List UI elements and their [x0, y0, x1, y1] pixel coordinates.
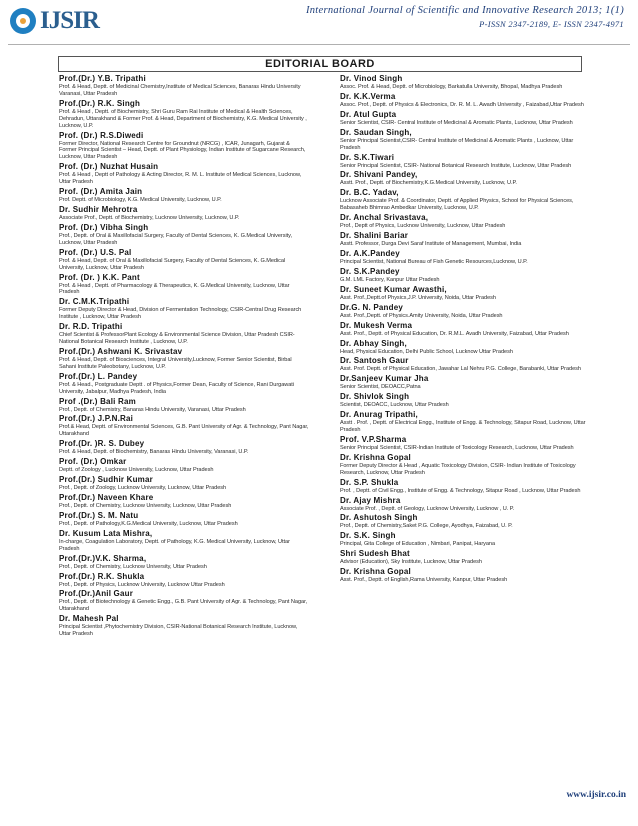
logo-emblem-icon	[10, 8, 36, 34]
member-name: Prof.(Dr.) Sudhir Kumar	[59, 475, 153, 485]
member-affiliation: Former Deputy Director & Head, Division of Fermentation Technology, CSIR-Central Drug Research Institute , Lucknow, Uttar Pradesh	[59, 307, 302, 321]
board-member-entry	[340, 513, 588, 530]
member-name: Dr. Shalini Bariar	[340, 231, 409, 241]
member-affiliation: Asst. Prof.,Deptt.of Physics,J.P. University, Noida, Uttar Pradesh	[340, 294, 496, 301]
member-name: Prof.(Dr.) Ashwani K. Srivastav	[59, 346, 183, 356]
member-affiliation: Prof. & Head , Deptt. of Biochemistry, Shri Guru Ram Rai Institute of Medical & Health Sciences, Dehradun, Uttarakhand & Former Prof. & Head, Department of Biochemistry, K.G. Medical University , Lucknow, U.P.	[59, 108, 307, 129]
member-affiliation: Prof., Deptt. of Zoology, Lucknow University, Lucknow, Uttar Pradesh	[59, 485, 227, 492]
board-member-entry	[340, 410, 588, 434]
board-member-entry	[59, 414, 309, 438]
board-member-entry	[340, 549, 588, 566]
member-name: Prof. (Dr.) R.S.Diwedi	[59, 130, 144, 140]
member-name: Dr. Ashutosh Singh	[340, 513, 418, 523]
member-name: Dr. Shivlok Singh	[340, 392, 410, 402]
board-member-entry	[340, 188, 588, 212]
editorial-board-title: EDITORIAL BOARD	[58, 56, 582, 72]
board-member-entry	[340, 74, 588, 91]
member-name: Dr. S.P. Shukla	[340, 477, 399, 487]
board-member-entry	[59, 554, 309, 571]
member-affiliation: Scientist, DEOACC, Lucknow, Uttar Pradesh	[340, 402, 449, 409]
board-member-entry	[340, 128, 588, 152]
member-name: Dr. Shivani Pandey,	[340, 170, 418, 180]
board-member-entry	[59, 74, 309, 98]
header-divider	[8, 44, 630, 45]
board-member-entry	[59, 347, 309, 371]
board-member-entry	[340, 285, 588, 302]
member-affiliation: Prof. & Head., Postgraduate Deptt . of Physics,Former Dean, Faculty of Science, Rani Durgawati University, Jabalpur, Madhya Pradesh, India	[59, 381, 295, 395]
board-member-entry	[59, 439, 309, 456]
board-member-entry	[59, 397, 309, 414]
board-member-entry	[340, 231, 588, 248]
member-affiliation: Advisor (Education), Sky Institute, Lucknow, Uttar Pradesh	[340, 559, 482, 566]
member-affiliation: Senior Principal Scientist, CSIR- National Botanical Research Institute, Lucknow, Uttar Pradesh	[340, 162, 572, 169]
member-name: Dr. S.K.Tiwari	[340, 152, 395, 162]
member-affiliation: Deptt. of Zoology , Lucknow University, Lucknow, Uttar Pradesh	[59, 467, 214, 474]
member-affiliation: Asst. Prof., Deptt. of English,Rama University, Kanpur, Uttar Pradesh	[340, 577, 508, 584]
member-affiliation: Prof. , Deptt. of Civil Engg., Institute of Engg. & Technology, Sitapur Road , Lucknow, Uttar Pradesh	[340, 487, 581, 494]
board-member-entry	[59, 457, 309, 474]
board-member-entry	[59, 493, 309, 510]
member-affiliation: Chief Scientist & ProfessorPlant Ecology & Environmental Science Division, Uttar Pradesh CSIR-National Botanical Research Institute , Lucknow, U.P.	[59, 332, 295, 346]
member-affiliation: G.M. LML Factory, Kanpur Uttar Pradesh	[340, 276, 440, 283]
member-affiliation: Prof. & Head, Deptt. of Medicinal Chemistry,Institute of Medical Sciences, Banaras Hindu University Varanasi, Uttar Pradesh	[59, 84, 301, 97]
member-affiliation: Principal, Gita College of Education , Nimbari, Panipat, Haryana	[340, 541, 496, 548]
member-name: Prof.(Dr.)Anil Gaur	[59, 589, 134, 599]
member-name: Prof.(Dr.) Naveen Khare	[59, 493, 154, 502]
board-member-entry	[59, 131, 309, 162]
member-name: Dr. Suneet Kumar Awasthi,	[340, 284, 447, 294]
board-member-entry	[340, 496, 588, 513]
member-name: Prof. (Dr.) Nuzhat Husain	[59, 162, 159, 172]
member-affiliation: Prof., Deptt. of Chemistry, Lucknow University, Lucknow, Uttar Pradesh	[59, 503, 232, 509]
member-name: Prof.(Dr.) R.K. Shukla	[59, 571, 145, 581]
member-name: Prof.(Dr.) Y.B. Tripathi	[59, 74, 146, 83]
member-affiliation: Principal Scientist ,Phytochemistry Division, CSIR-National Botanical Research Institute, Lucknow, Uttar Pradesh	[59, 624, 298, 638]
logo-text: IJSIR	[40, 7, 99, 34]
board-member-entry	[59, 529, 309, 553]
member-name: Prof.(Dr.)V.K. Sharma,	[59, 553, 147, 563]
board-member-entry	[59, 475, 309, 492]
member-affiliation: Prof., Deptt. of Pathology,K.G.Medical University, Lucknow, Uttar Pradesh	[59, 520, 238, 527]
right-member-column	[340, 74, 588, 585]
member-affiliation: In-charge, Coagulation Laboratory, Deptt. of Pathology, K.G. Medical University, Lucknow, Uttar Pradesh	[59, 538, 290, 552]
member-affiliation: Asst. Prof., Deptt. of Physical Education, Dr. R.M.L. Avadh University, Faizabad, Uttar Pradesh	[340, 330, 569, 337]
member-affiliation: Prof., Deptt. of Physics, Lucknow University, Lucknow Uttar Pradesh	[59, 581, 225, 588]
member-name: Dr. Anchal Srivastava,	[340, 213, 429, 223]
member-affiliation: Prof. & Head, Deptt. of Oral & Maxillofacial Surgery, Faculty of Dental Sciences, K. G.Medical University, Lucknow, Uttar Pradesh	[59, 257, 286, 271]
member-affiliation: Principal Scientist, National Bureau of Fish Genetic Resources,Lucknow, U.P.	[340, 258, 528, 265]
member-affiliation: Associate Prof. , Deptt. of Geology, Lucknow University, Lucknow , U. P.	[340, 505, 515, 512]
member-name: Prof. (Dr.) U.S. Pal	[59, 247, 132, 257]
member-name: Prof .(Dr.) Bali Ram	[59, 396, 136, 406]
board-member-entry	[340, 435, 588, 452]
member-name: Prof.(Dr.) S. M. Natu	[59, 510, 139, 520]
member-name: Dr. S.K.Pandey	[340, 266, 400, 276]
board-member-entry	[340, 453, 588, 477]
member-affiliation: Prof. Deptt. of Microbiology, K.G. Medical University, Lucknow, U.P.	[59, 197, 222, 204]
member-name: Dr. Vinod Singh	[340, 74, 403, 83]
member-name: Dr. B.C. Yadav,	[340, 188, 399, 198]
member-affiliation: Prof., Deptt. of Chemistry,Saket P.G. College, Ayodhya, Faizabad, U. P.	[340, 523, 513, 530]
member-affiliation: Asst. Prof.,Deptt. of Physics.Amity University, Noida, Uttar Pradesh	[340, 312, 503, 319]
board-member-entry	[340, 213, 588, 230]
member-affiliation: Assoc. Prof. & Head, Deptt. of Microbiology, Barkatulla University, Bhopal, Madhya Pradesh	[340, 84, 563, 90]
member-name: Prof. (Dr. ) K.K. Pant	[59, 272, 140, 282]
member-name: Dr. Santosh Gaur	[340, 356, 409, 366]
member-name: Dr. S.K. Singh	[340, 531, 396, 541]
board-member-entry	[59, 572, 309, 589]
board-member-entry	[59, 372, 309, 396]
member-name: Prof. V.P.Sharma	[340, 434, 407, 444]
member-name: Dr. Kusum Lata Mishra,	[59, 528, 153, 538]
member-affiliation: Assoc. Prof., Deptt. of Physics & Electronics, Dr. R. M. L. Awadh University , Faizabad,Uttar Pradesh	[340, 101, 584, 108]
board-member-entry	[59, 322, 309, 346]
member-affiliation: Prof. & Head, Deptt. of Biosciences, Integral University,Lucknow, Former Senior Scientist, Birbal Sahani Institute Paleobotany, Lucknow, U.P.	[59, 356, 292, 370]
member-affiliation: Asst. Prof. Deptt. of Physical Education, Jawahar Lal Nehru P.G. College, Barabanki, Uttar Pradesh	[340, 366, 581, 373]
member-name: Prof.(Dr.) J.P.N.Rai	[59, 414, 134, 424]
member-name: Prof.(Dr.) R.K. Singh	[59, 98, 141, 108]
member-affiliation: Former Director, National Research Centre for Groundnut (NRCG) , ICAR, Junagarh, Gujarat & Former Principal Scientist – Head, Deptt. of Plant Physiology, Indian Institute of Sugarcane Research, Lucknow, Uttar Pradesh	[59, 140, 306, 161]
board-member-entry	[59, 205, 309, 222]
member-affiliation: Prof., Deptt. of Chemistry, Lucknow University, Uttar Pradesh	[59, 563, 207, 570]
member-name: Dr. K.K.Verma	[340, 91, 396, 101]
board-member-entry	[59, 589, 309, 613]
member-name: Dr. Mahesh Pal	[59, 614, 119, 624]
member-affiliation: Senior Scientist, CSIR- Central Institute of Medicinal & Aromatic Plants, Lucknow, Uttar Pradesh	[340, 119, 573, 126]
member-affiliation: Prof., Deptt. of Oral & Maxillofacial Surgery, Faculty of Dental Sciences, K. G.Medical University, Lucknow, Uttar Pradesh	[59, 232, 292, 246]
member-affiliation: Prof.& Head, Deptt. of Environmental Sciences, G.B. Pant University of Agr. & Technology, Pant Nagar, Uttarakhand	[59, 424, 309, 438]
member-name: Prof. (Dr.) Omkar	[59, 457, 127, 467]
board-member-entry	[59, 511, 309, 528]
member-affiliation: Prof., Deptt. of Biotechnology & Genetic Engg., G.B. Pant University of Agr. & Technology, Pant Nagar, Uttarakhand	[59, 599, 308, 613]
member-affiliation: Prof. & Head , Deptt of Pathology & Acting Director, R. M. L. Institute of Medical Sciences, Lucknow, Uttar Pradesh	[59, 172, 302, 186]
member-name: Dr. Krishna Gopal	[340, 567, 411, 577]
page-header	[0, 0, 638, 48]
member-name: Dr.Sanjeev Kumar Jha	[340, 374, 429, 384]
board-member-entry	[59, 162, 309, 186]
journal-logo	[8, 4, 118, 38]
member-affiliation: Associate Prof., Deptt. of Biochemistry, Lucknow University, Lucknow, U.P.	[59, 214, 240, 221]
board-member-entry	[340, 267, 588, 284]
board-member-entry	[340, 356, 588, 373]
member-affiliation: Asstt . Prof. , Deptt. of Electrical Engg., Institute of Engg. & Technology, Sitapur Road, Lucknow, Uttar Pradesh	[340, 420, 586, 434]
member-name: Dr. Anurag Tripathi,	[340, 410, 418, 420]
journal-title: International Journal of Scientific and Innovative Research 2013; 1(1)	[305, 5, 624, 16]
member-name: Shri Sudesh Bhat	[340, 549, 410, 559]
left-member-column	[59, 74, 309, 639]
board-member-entry	[340, 110, 588, 127]
member-affiliation: Lucknow Associate Prof. & Coordinator, Deptt. of Applied Physics, School for Physical Sciences, Babasaheb Bhimrao Ambedkar University, Lucknow, U.P.	[340, 198, 574, 212]
member-affiliation: Prof. & Head, Deptt. of Biochemistry, Banaras Hindu University, Varanasi, U.P.	[59, 449, 249, 456]
member-name: Dr. Abhay Singh,	[340, 338, 407, 348]
board-member-entry	[59, 273, 309, 297]
board-member-entry	[59, 187, 309, 204]
member-name: Prof. (Dr.) Amita Jain	[59, 187, 143, 197]
member-name: Dr. C.M.K.Tripathi	[59, 297, 130, 307]
journal-issn: P-ISSN 2347-2189, E- ISSN 2347-4971	[479, 19, 624, 29]
member-affiliation: Head, Physical Education, Delhi Public School, Lucknow Uttar Pradesh	[340, 348, 513, 355]
board-member-entry	[340, 170, 588, 187]
board-member-entry	[340, 153, 588, 170]
board-member-entry	[59, 614, 309, 638]
board-member-entry	[340, 531, 588, 548]
board-member-entry	[59, 248, 309, 272]
member-affiliation: Asstt. Professor, Durga Devi Saraf Institute of Management, Mumbai, India	[340, 241, 522, 248]
member-name: Dr. Saudan Singh,	[340, 127, 412, 137]
board-member-entry	[340, 92, 588, 109]
footer-website-link[interactable]: www.ijsir.co.in	[566, 790, 626, 800]
board-member-entry	[340, 321, 588, 338]
member-affiliation: Former Deputy Director & Head , Aquatic Toxicology Division, CSIR- Indian Institute of Toxicology Research, Lucknow, Uttar Pradesh	[340, 462, 576, 476]
board-member-entry	[340, 392, 588, 409]
board-member-entry	[340, 339, 588, 356]
member-affiliation: Prof., Deptt of Physics, Lucknow University, Lucknow, Uttar Pradesh	[340, 223, 506, 230]
board-member-entry	[59, 99, 309, 130]
member-name: Prof. (Dr.) Vibha Singh	[59, 222, 149, 232]
member-name: Prof.(Dr. )R. S. Dubey	[59, 439, 145, 449]
member-name: Dr. R.D. Tripathi	[59, 322, 123, 332]
member-affiliation: Asstt. Prof., Deptt. of Biochemistry,K.G.Medical University, Lucknow, U.P.	[340, 180, 517, 187]
member-affiliation: Prof. & Head , Deptt. of Pharmacology & Therapeutics, K. G.Medical University, Lucknow, Uttar Pradesh	[59, 282, 290, 296]
member-affiliation: Senior Scientist, DEOACC,Patna	[340, 384, 421, 391]
member-name: Dr. Atul Gupta	[340, 109, 397, 119]
member-affiliation: Prof., Deptt. of Chemistry, Banaras Hindu University, Varanasi, Uttar Pradesh	[59, 406, 246, 413]
member-name: Dr. Sudhir Mehrotra	[59, 204, 138, 214]
board-member-entry	[59, 223, 309, 247]
member-affiliation: Senior Principal Scientist,CSIR- Central Institute of Medicinal & Aromatic Plants , Lucknow, Uttar Pradesh	[340, 137, 574, 151]
board-member-entry	[340, 303, 588, 320]
board-member-entry	[340, 567, 588, 584]
member-name: Dr. Krishna Gopal	[340, 452, 411, 462]
board-member-entry	[340, 249, 588, 266]
member-name: Dr. A.K.Pandey	[340, 248, 400, 258]
member-name: Dr. Ajay Mishra	[340, 495, 401, 505]
board-member-entry	[340, 478, 588, 495]
board-member-entry	[59, 297, 309, 321]
member-name: Dr. Mukesh Verma	[340, 320, 413, 330]
member-affiliation: Senior Principal Scientist, CSIR-Indian Institute of Toxicology Research, Lucknow, Uttar Pradesh	[340, 444, 574, 451]
board-member-entry	[340, 374, 588, 391]
member-name: Prof.(Dr.) L. Pandey	[59, 371, 138, 381]
member-name: Dr.G. N. Pandey	[340, 302, 404, 312]
